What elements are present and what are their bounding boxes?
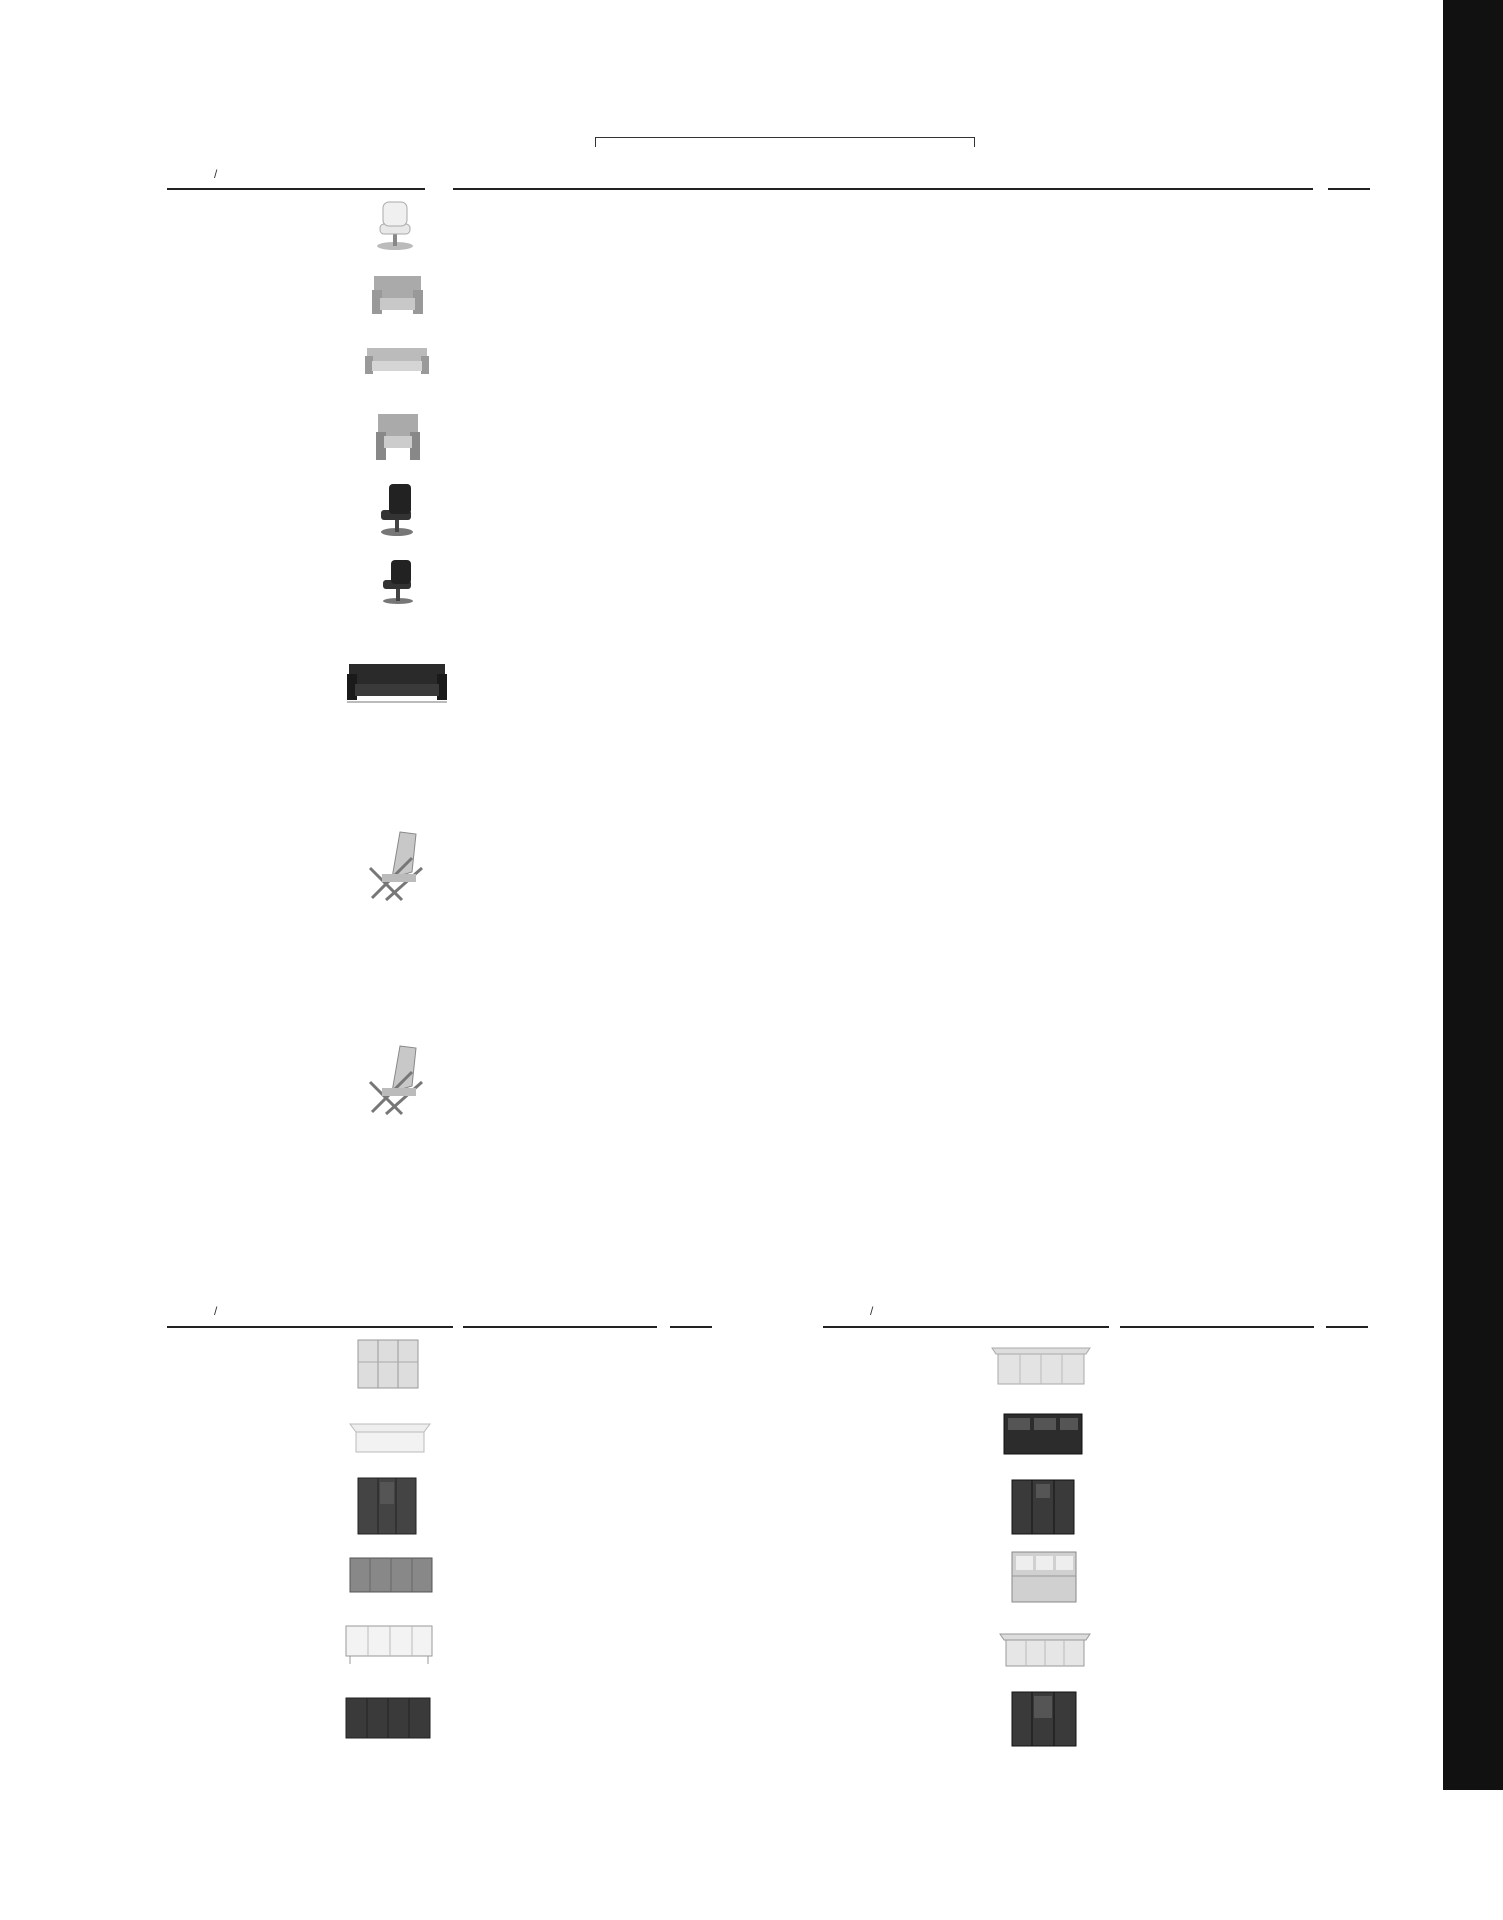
lounge-chair-table-illustration	[362, 1042, 434, 1118]
cabinet-white-2-illustration	[342, 1622, 436, 1666]
cabinet-light-top-illustration	[998, 1630, 1092, 1674]
col-page	[1322, 154, 1382, 169]
cabinet-dark-locker-illustration	[1010, 1690, 1078, 1748]
working-chair-white-illustration	[370, 198, 420, 252]
cabinet-grey-illustration	[346, 1552, 436, 1596]
cabinet-white-illustration	[346, 1416, 434, 1456]
cabinet-dark-illustration	[344, 1694, 432, 1742]
cabinet-locker-dark-illustration	[356, 1476, 418, 1536]
left-col-page	[668, 1291, 728, 1306]
working-chair-black-2-illustration	[377, 558, 419, 606]
right-col-page	[1324, 1291, 1384, 1306]
sofa-black-illustration	[345, 660, 449, 708]
right-col-name-subtitle: /	[870, 1304, 874, 1318]
arm-chair-illustration	[372, 410, 424, 464]
fabric-bracket	[595, 137, 975, 138]
cabinet-light-locker-illustration	[1010, 1550, 1078, 1604]
side-tab-label	[1461, 876, 1485, 936]
working-chair-black-illustration	[375, 482, 419, 538]
cabinet-walnut-locker-illustration	[1010, 1478, 1076, 1536]
left-col-name-subtitle: /	[214, 1304, 218, 1318]
cabinet-locker-light-illustration	[356, 1338, 420, 1390]
cabinet-walnut-illustration	[1002, 1412, 1084, 1456]
easy-chair-illustration	[370, 272, 425, 318]
lounge-chair-illustration	[362, 828, 434, 904]
sofa-grey-illustration	[364, 344, 430, 380]
cabinet-light-wide-illustration	[990, 1344, 1092, 1388]
col-name-subtitle: /	[214, 167, 218, 181]
